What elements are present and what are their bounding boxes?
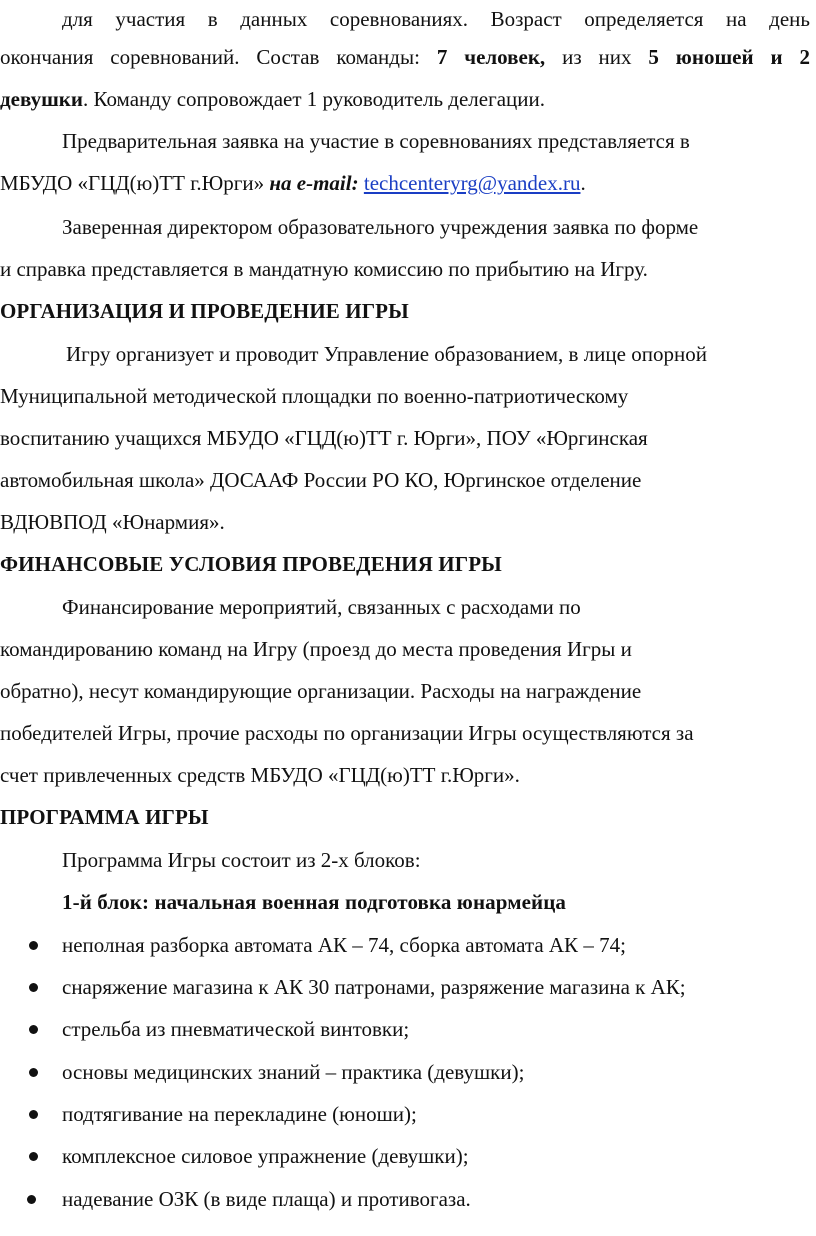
paragraph-line: счет привлеченных средств МБУДО «ГЦД(ю)ТТ г.Юрги». [0,763,520,787]
list-item: подтягивание на перекладине (юноши); [62,1102,417,1126]
section-heading-program: ПРОГРАММА ИГРЫ [0,805,209,829]
bullet-icon [29,941,38,950]
email-label: на e-mail: [269,171,359,195]
paragraph-line: командированию команд на Игру (проезд до места проведения Игры и [0,637,632,661]
paragraph-line: Программа Игры состоит из 2-х блоков: [62,848,421,872]
paragraph-line: девушки. Команду сопровождает 1 руководитель делегации. [0,87,545,111]
team-size: 7 человек, [436,45,546,69]
paragraph-line: Финансирование мероприятий, связанных с расходами по [62,595,581,619]
paragraph-line: окончания соревнований. Состав команды: 7 человек, из них 5 юношей и 2 [0,45,811,69]
team-composition: 5 юношей и 2 [648,45,811,69]
list-item: стрельба из пневматической винтовки; [62,1017,410,1041]
list-item: снаряжение магазина к АК 30 патронами, разряжение магазина к АК; [62,975,686,999]
section-heading-organization: ОРГАНИЗАЦИЯ И ПРОВЕДЕНИЕ ИГРЫ [0,299,409,323]
bullet-icon [29,1025,38,1034]
list-item: надевание ОЗК (в виде плаща) и противогаза. [62,1187,471,1211]
list-item: комплексное силовое упражнение (девушки); [62,1144,469,1168]
paragraph-line: обратно), несут командирующие организации. Расходы на награждение [0,679,642,703]
paragraph-line: победителей Игры, прочие расходы по организации Игры осуществляются за [0,721,694,745]
paragraph-line: МБУДО «ГЦД(ю)ТТ г.Юрги» на e-mail: techcenteryrg@yandex.ru. [0,171,586,195]
paragraph-line: Предварительная заявка на участие в соревнованиях представляется в [62,129,690,153]
block-title: 1-й блок: начальная военная подготовка юнармейца [62,890,567,914]
bullet-icon [29,1110,38,1119]
paragraph-line: Заверенная директором образовательного учреждения заявка по форме [62,215,699,239]
paragraph-line: воспитанию учащихся МБУДО «ГЦД(ю)ТТ г. Юрги», ПОУ «Юргинская [0,426,648,450]
list-item: основы медицинских знаний – практика (девушки); [62,1060,525,1084]
paragraph-line: Муниципальной методической площадки по военно-патриотическому [0,384,629,408]
email-link[interactable]: techcenteryrg@yandex.ru [363,171,581,195]
paragraph-line: ВДЮВПОД «Юнармия». [0,510,225,534]
paragraph-line: автомобильная школа» ДОСААФ России РО КО, Юргинское отделение [0,468,642,492]
bullet-icon [27,1195,36,1204]
section-heading-finance: ФИНАНСОВЫЕ УСЛОВИЯ ПРОВЕДЕНИЯ ИГРЫ [0,552,502,576]
bullet-icon [29,983,38,992]
bullet-icon [29,1152,38,1161]
list-item: неполная разборка автомата АК – 74, сборка автомата АК – 74; [62,933,626,957]
bullet-icon [29,1068,38,1077]
paragraph-line: и справка представляется в мандатную комиссию по прибытию на Игру. [0,257,648,281]
paragraph-line: Игру организует и проводит Управление образованием, в лице опорной [66,342,707,366]
paragraph-line: для участия в данных соревнованиях. Возраст определяется на день [62,7,810,31]
